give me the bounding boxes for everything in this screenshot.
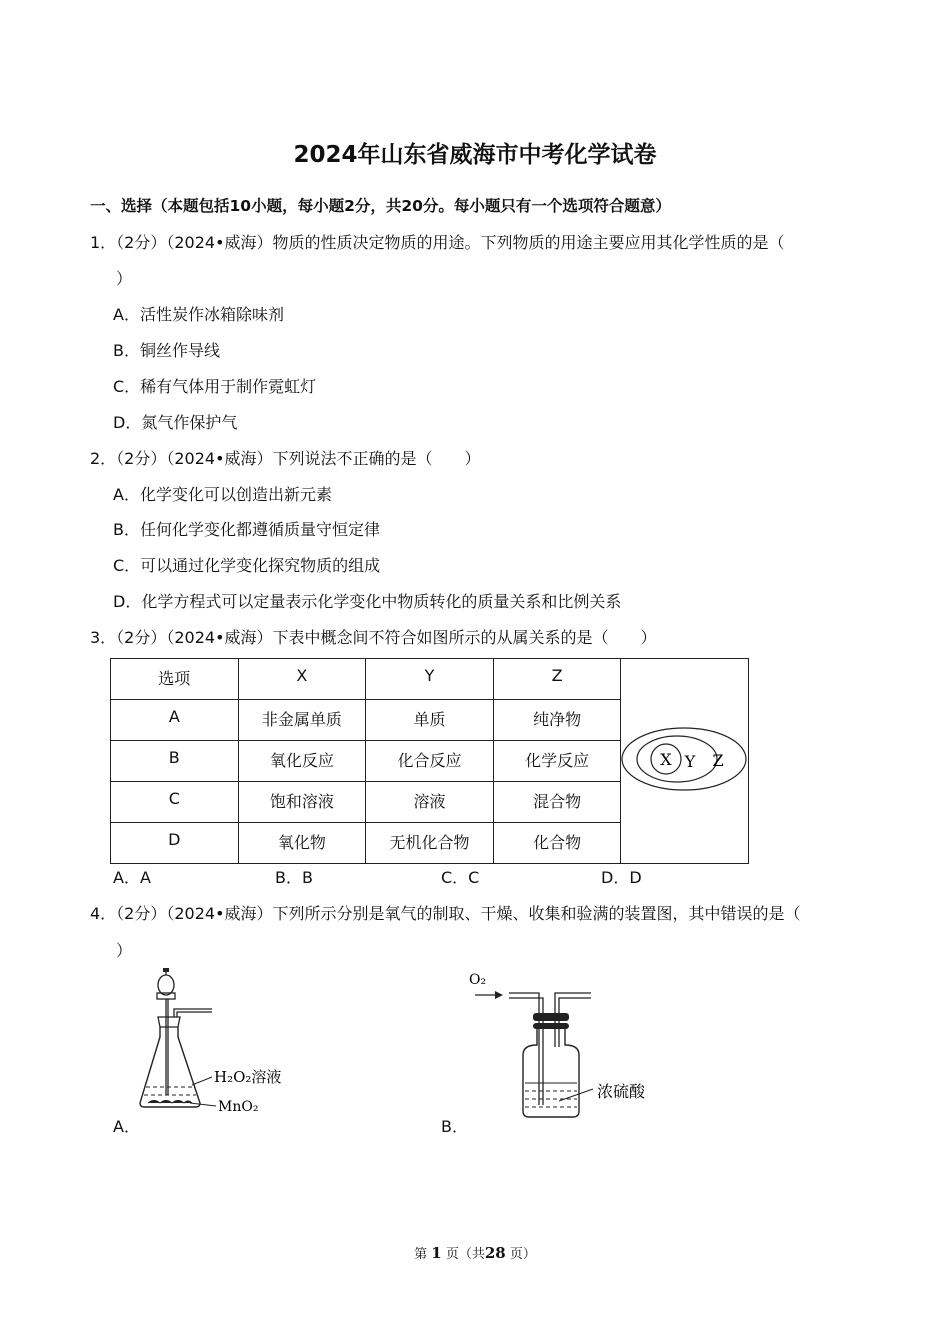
q1-option-a: A．活性炭作冰箱除味剂 [113, 305, 284, 324]
footer-total-pages: 28 [484, 1244, 506, 1262]
bottle-stopper [533, 1013, 569, 1021]
q3-answer-c: C．C [441, 868, 480, 887]
funnel-bulb [158, 975, 174, 995]
table-cell: C [111, 782, 239, 823]
q1-stem-end: ） [116, 269, 133, 288]
table-cell: 溶液 [366, 782, 494, 823]
section-heading: 一、选择（本题包括10小题，每小题2分，共20分。每小题只有一个选项符合题意） [90, 197, 671, 215]
q4-stem: 4．（2分）（2024•威海）下列所示分别是氧气的制取、干燥、收集和验满的装置图，其中错误的是（ [90, 904, 801, 923]
table-cell: 混合物 [493, 782, 621, 823]
q1-option-b: B．铜丝作导线 [113, 341, 220, 360]
q3-answer-b: B．B [275, 868, 313, 887]
funnel-stopcock [157, 993, 175, 999]
apparatus-b-figure [465, 965, 665, 1125]
gas-label: O₂ [469, 972, 487, 988]
table-cell: 单质 [366, 700, 494, 741]
table-cell: D [111, 823, 239, 864]
table-cell: 纯净物 [493, 700, 621, 741]
y-label: Y [685, 752, 696, 771]
q4-option-a: A． [113, 1117, 140, 1136]
table-cell: 无机化合物 [366, 823, 494, 864]
footer-suffix: 页） [509, 1247, 536, 1262]
footer-page-number: 1 [431, 1244, 442, 1262]
apparatus-a-figure [130, 965, 300, 1125]
header-cell: 选项 [111, 659, 239, 700]
catalyst-label: MnO₂ [218, 1099, 259, 1115]
table-cell: 化学反应 [493, 741, 621, 782]
table-cell: B [111, 741, 239, 782]
q1-stem: 1．（2分）（2024•威海）物质的性质决定物质的用途。下列物质的用途主要应用其化学性质的是（ [90, 233, 785, 252]
q2-stem: 2．（2分）（2024•威海）下列说法不正确的是（ ） [90, 449, 481, 468]
table-cell: 饱和溶液 [238, 782, 366, 823]
venn-diagram [621, 699, 748, 819]
flask [140, 1027, 200, 1107]
q4-stem-end: ） [116, 941, 133, 960]
liquid-label: 浓硫酸 [597, 1082, 646, 1101]
x-label: X [660, 750, 673, 769]
table-cell: 氧化物 [238, 823, 366, 864]
q2-option-b: B．任何化学变化都遵循质量守恒定律 [113, 520, 380, 539]
q2-option-a: A．化学变化可以创造出新元素 [113, 485, 332, 504]
footer-middle: 页（共 [445, 1247, 485, 1262]
table-header-row [111, 659, 749, 700]
table-cell: 化合反应 [366, 741, 494, 782]
q2-option-c: C．可以通过化学变化探究物质的组成 [113, 556, 381, 575]
q3-answer-a: A．A [113, 868, 151, 887]
q4-option-b: B． [441, 1117, 468, 1136]
table-cell: A [111, 700, 239, 741]
solution-label: H₂O₂溶液 [214, 1068, 282, 1086]
footer-prefix: 第 [414, 1247, 428, 1262]
venn-figure-cell [621, 659, 749, 864]
header-cell: X [238, 659, 366, 700]
q1-option-d: D．氮气作保护气 [113, 413, 238, 432]
table-cell: 化合物 [493, 823, 621, 864]
stopper [158, 1017, 180, 1027]
q3-stem: 3．（2分）（2024•威海）下表中概念间不符合如图所示的从属关系的是（ ） [90, 628, 657, 647]
q3-answer-d: D．D [601, 868, 642, 887]
page-title: 2024年山东省威海市中考化学试卷 [293, 142, 657, 168]
table-cell: 氧化反应 [238, 741, 366, 782]
q2-option-d: D．化学方程式可以定量表示化学变化中物质转化的质量关系和比例关系 [113, 592, 622, 611]
header-cell: Y [366, 659, 494, 700]
header-cell: Z [493, 659, 621, 700]
y-ellipse [637, 736, 717, 782]
page-footer [0, 1243, 950, 1262]
q3-table [110, 658, 749, 864]
z-label: Z [712, 751, 724, 770]
table-cell: 非金属单质 [238, 700, 366, 741]
wash-bottle [523, 1029, 579, 1117]
q1-option-c: C．稀有气体用于制作霓虹灯 [113, 377, 317, 396]
